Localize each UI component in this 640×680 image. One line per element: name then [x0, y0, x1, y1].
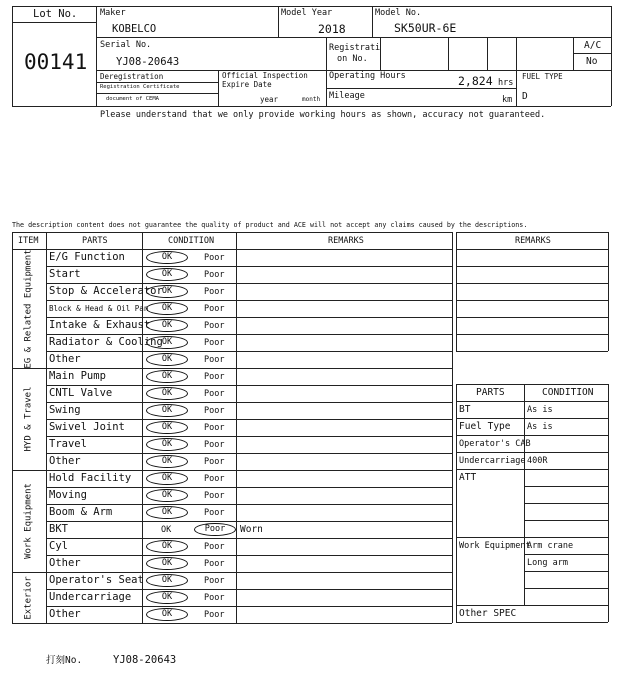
ok-marked: OK — [146, 574, 188, 587]
part-label: Swing — [49, 404, 81, 416]
part-label: BKT — [49, 523, 68, 535]
bt-label: BT — [459, 404, 471, 415]
ok-marked: OK — [146, 421, 188, 434]
serial-value: YJ08-20643 — [116, 56, 180, 68]
year-label: year — [260, 95, 279, 104]
group-label: HYD & Travel — [23, 386, 34, 452]
fuel-type-side-value: As is — [527, 422, 553, 432]
ok-marked: OK — [146, 285, 188, 298]
part-label: Boom & Arm — [49, 506, 113, 518]
ok-marked: OK — [146, 404, 188, 417]
poor-option: Poor — [204, 491, 225, 501]
att-label: ATT — [459, 472, 477, 483]
part-label: CNTL Valve — [49, 387, 113, 399]
poor-option: Poor — [204, 440, 225, 450]
part-label: Other — [49, 455, 81, 467]
ok-marked: OK — [146, 540, 188, 553]
poor-option: Poor — [204, 576, 225, 586]
work-equipment-side-label: Work Equipment — [459, 541, 531, 551]
part-label: Travel — [49, 438, 87, 450]
operator-cab-label: Operator's CAB — [459, 439, 531, 449]
poor-option: Poor — [204, 304, 225, 314]
model-no-label: Model No. — [375, 8, 422, 18]
model-no-value: SK50UR-6E — [394, 21, 457, 35]
official-inspection-label-1: Official Inspection — [222, 71, 308, 80]
part-label: Start — [49, 268, 81, 280]
mileage-label: Mileage — [329, 91, 365, 101]
poor-option: Poor — [204, 423, 225, 433]
official-inspection-label-2: Expire Date — [222, 80, 272, 89]
registration-label-1: Registrati — [329, 43, 381, 53]
fuel-type-side-label: Fuel Type — [459, 421, 511, 432]
part-label: Hold Facility — [49, 472, 132, 484]
month-label: month — [302, 96, 321, 103]
engraving-value: YJ08-20643 — [113, 654, 177, 666]
lot-number: 00141 — [24, 50, 88, 74]
part-label: Operator's Seat — [49, 574, 144, 586]
part-label: Stop & Accelerator — [49, 285, 163, 297]
ok-marked: OK — [146, 472, 188, 485]
group-label: EG & Related Equipment — [23, 248, 34, 369]
col-remarks-header: REMARKS — [328, 236, 364, 246]
side-condition-label: CONDITION — [542, 387, 594, 398]
col-condition-header: CONDITION — [168, 236, 215, 246]
poor-option: Poor — [204, 321, 225, 331]
ok-marked: OK — [146, 319, 188, 332]
poor-option: Poor — [204, 559, 225, 569]
part-label: Moving — [49, 489, 87, 501]
serial-label: Serial No. — [100, 40, 152, 50]
model-year-label: Model Year — [281, 8, 333, 18]
engraving-label: 打刻No. — [46, 655, 83, 666]
poor-option: Poor — [204, 508, 225, 518]
fuel-type-label: FUEL TYPE — [522, 72, 563, 81]
poor-option: Poor — [204, 372, 225, 382]
part-label: Swivel Joint — [49, 421, 125, 433]
poor-option: Poor — [204, 457, 225, 467]
poor-option: Poor — [204, 270, 225, 280]
model-year-value: 2018 — [318, 22, 346, 36]
ok-marked: OK — [146, 370, 188, 383]
ok-marked: OK — [146, 489, 188, 502]
ok-marked: OK — [146, 268, 188, 281]
poor-option: Poor — [204, 610, 225, 620]
undercarriage-side-value: 400R — [527, 456, 548, 466]
hrs-unit: hrs — [498, 78, 514, 88]
part-label: Main Pump — [49, 370, 106, 382]
ok-marked: OK — [146, 302, 188, 315]
other-spec-label: Other SPEC — [459, 608, 517, 619]
part-label: Undercarriage — [49, 591, 132, 603]
poor-option: Poor — [204, 287, 225, 297]
poor-option: Poor — [204, 542, 225, 552]
group-label: Exterior — [23, 575, 34, 620]
km-unit: km — [502, 95, 513, 105]
bt-value: As is — [527, 405, 553, 415]
work-equipment-value-1: Arm crane — [527, 541, 574, 551]
side-remarks-label: REMARKS — [515, 236, 551, 246]
poor-option: Poor — [204, 389, 225, 399]
ok-marked: OK — [146, 591, 188, 604]
poor-marked: Poor — [194, 523, 236, 536]
poor-option: Poor — [204, 593, 225, 603]
poor-option: Poor — [204, 253, 225, 263]
poor-option: Poor — [204, 474, 225, 484]
ok-marked: OK — [146, 353, 188, 366]
deregistration-label: Deregistration — [100, 72, 164, 81]
ok-marked: OK — [146, 506, 188, 519]
part-label: Other — [49, 353, 81, 365]
undercarriage-side-label: Undercarriage — [459, 456, 526, 466]
ac-value: No — [586, 56, 598, 67]
registration-label-2: on No. — [337, 54, 368, 64]
ok-marked: OK — [146, 608, 188, 621]
ok-marked: OK — [146, 336, 188, 349]
cema-label: document of CEMA — [106, 96, 159, 102]
ok-marked: OK — [146, 557, 188, 570]
poor-option: Poor — [204, 355, 225, 365]
side-parts-label: PARTS — [476, 387, 505, 398]
group-label: Work Equipment — [23, 483, 34, 559]
poor-option: Poor — [204, 406, 225, 416]
ok-marked: OK — [146, 455, 188, 468]
ok-marked: OK — [146, 387, 188, 400]
reg-certificate-label: Registration Certificate — [100, 84, 180, 90]
ok-marked: OK — [146, 251, 188, 264]
poor-option: Poor — [204, 338, 225, 348]
remark-text: Worn — [240, 524, 263, 535]
maker-label: Maker — [100, 8, 126, 18]
fuel-type-value: D — [522, 91, 528, 102]
ok-option: OK — [161, 525, 172, 535]
part-label: Other — [49, 608, 81, 620]
disclaimer-text: The description content does not guarantee the quality of product and ACE will not accept any claims caused by the descriptions. — [12, 221, 528, 229]
col-item-header: ITEM — [18, 236, 39, 246]
part-label: Block & Head & Oil Pan — [49, 304, 149, 313]
operating-hours-value: 2,824 — [458, 74, 493, 88]
hours-accuracy-note: Please understand that we only provide working hours as shown, accuracy not guaranteed. — [100, 110, 546, 120]
part-label: Other — [49, 557, 81, 569]
part-label: Radiator & Cooling — [49, 336, 163, 348]
operating-hours-label: Operating Hours — [329, 71, 406, 81]
ok-marked: OK — [146, 438, 188, 451]
work-equipment-value-2: Long arm — [527, 558, 568, 568]
col-parts-header: PARTS — [82, 236, 108, 246]
part-label: Intake & Exhaust — [49, 319, 151, 331]
part-label: E/G Function — [49, 251, 125, 263]
maker-value: KOBELCO — [112, 23, 157, 35]
lot-label: Lot No. — [33, 8, 78, 20]
ac-label: A/C — [584, 40, 602, 51]
part-label: Cyl — [49, 540, 68, 552]
